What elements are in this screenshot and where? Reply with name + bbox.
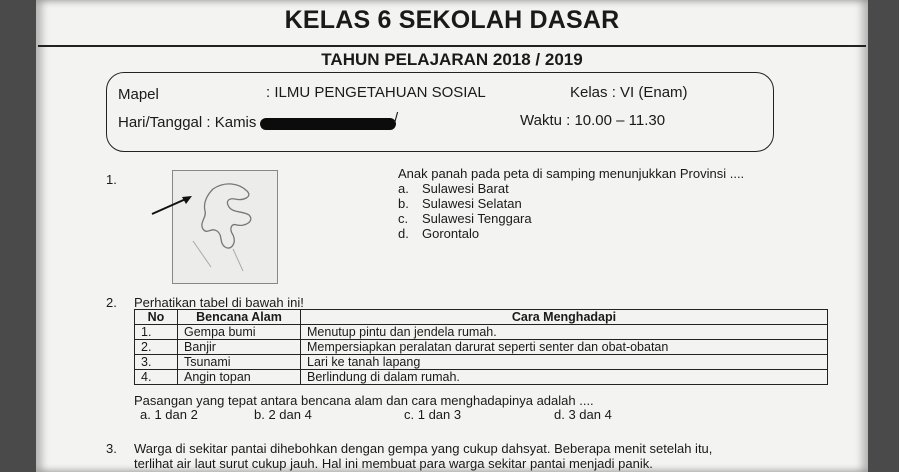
table-row: [135, 355, 828, 370]
hari-tanggal-label: Hari/Tanggal : Kamis: [118, 114, 257, 131]
q2-option-c: c. 1 dan 3: [404, 407, 462, 422]
q2-intro: Perhatikan tabel di bawah ini!: [134, 295, 304, 310]
q1-number: 1.: [106, 172, 117, 187]
row-bencana: Angin topan: [178, 370, 301, 385]
page-subtitle: TAHUN PELAJARAN 2018 / 2019: [321, 50, 583, 69]
table-row: [135, 370, 828, 385]
row-cara: Menutup pintu dan jendela rumah.: [301, 325, 828, 340]
hari-tanggal-end: /: [394, 110, 399, 127]
table-header-row: [135, 310, 828, 325]
row-cara: Mempersiapkan peralatan darurat seperti senter dan obat-obatan: [301, 340, 828, 355]
header-bencana-alam: Bencana Alam: [178, 310, 301, 325]
arrow-icon: [148, 192, 194, 218]
q3-line1: Warga di sekitar pantai dihebohkan dengan gempa yang cukup dahsyat. Beberapa menit setelah itu,: [134, 441, 713, 456]
row-no: 4.: [135, 370, 178, 385]
q2-option-d: d. 3 dan 4: [554, 407, 612, 422]
redaction-mark: [260, 118, 396, 130]
row-cara: Berlindung di dalam rumah.: [301, 370, 828, 385]
exam-paper: [36, 0, 868, 472]
kelas-info: Kelas : VI (Enam): [570, 84, 688, 101]
q1-option-c-letter: c.: [398, 211, 409, 226]
q1-question: Anak panah pada peta di samping menunjukkan Provinsi ....: [398, 166, 745, 181]
q1-option-a-letter: a.: [398, 181, 409, 196]
q1-option-d-letter: d.: [398, 226, 409, 241]
q1-option-b: Sulawesi Selatan: [422, 196, 522, 211]
header-divider: [38, 45, 866, 47]
q1-option-d: Gorontalo: [422, 226, 480, 241]
row-bencana: Tsunami: [178, 355, 301, 370]
sulawesi-map-icon: [173, 171, 277, 283]
table-row: [135, 340, 828, 355]
sulawesi-map-image: [172, 170, 278, 284]
row-no: 1.: [135, 325, 178, 340]
row-cara: Lari ke tanah lapang: [301, 355, 828, 370]
row-no: 3.: [135, 355, 178, 370]
header-cara-menghadapi: Cara Menghadapi: [301, 310, 828, 325]
q2-option-b: b. 2 dan 4: [254, 407, 312, 422]
waktu-info: Waktu : 10.00 – 11.30: [520, 112, 666, 129]
table-row: [135, 325, 828, 340]
row-bencana: Banjir: [178, 340, 301, 355]
disaster-table: [134, 309, 828, 385]
q2-option-a: a. 1 dan 2: [140, 407, 198, 422]
q1-option-a: Sulawesi Barat: [422, 181, 509, 196]
mapel-value: : ILMU PENGETAHUAN SOSIAL: [266, 84, 486, 101]
q1-option-c: Sulawesi Tenggara: [422, 211, 532, 226]
row-no: 2.: [135, 340, 178, 355]
mapel-label: Mapel: [118, 86, 159, 103]
q3-line2: terlihat air laut surut cukup jauh. Hal ini membuat para warga sekitar pantai menjadi panik.: [134, 456, 653, 471]
row-bencana: Gempa bumi: [178, 325, 301, 340]
q2-question: Pasangan yang tepat antara bencana alam dan cara menghadapinya adalah ....: [134, 393, 594, 408]
q3-number: 3.: [106, 441, 117, 456]
q1-option-b-letter: b.: [398, 196, 409, 211]
header-no: No: [135, 310, 178, 325]
q2-number: 2.: [106, 295, 117, 310]
page-title: KELAS 6 SEKOLAH DASAR: [284, 6, 620, 34]
